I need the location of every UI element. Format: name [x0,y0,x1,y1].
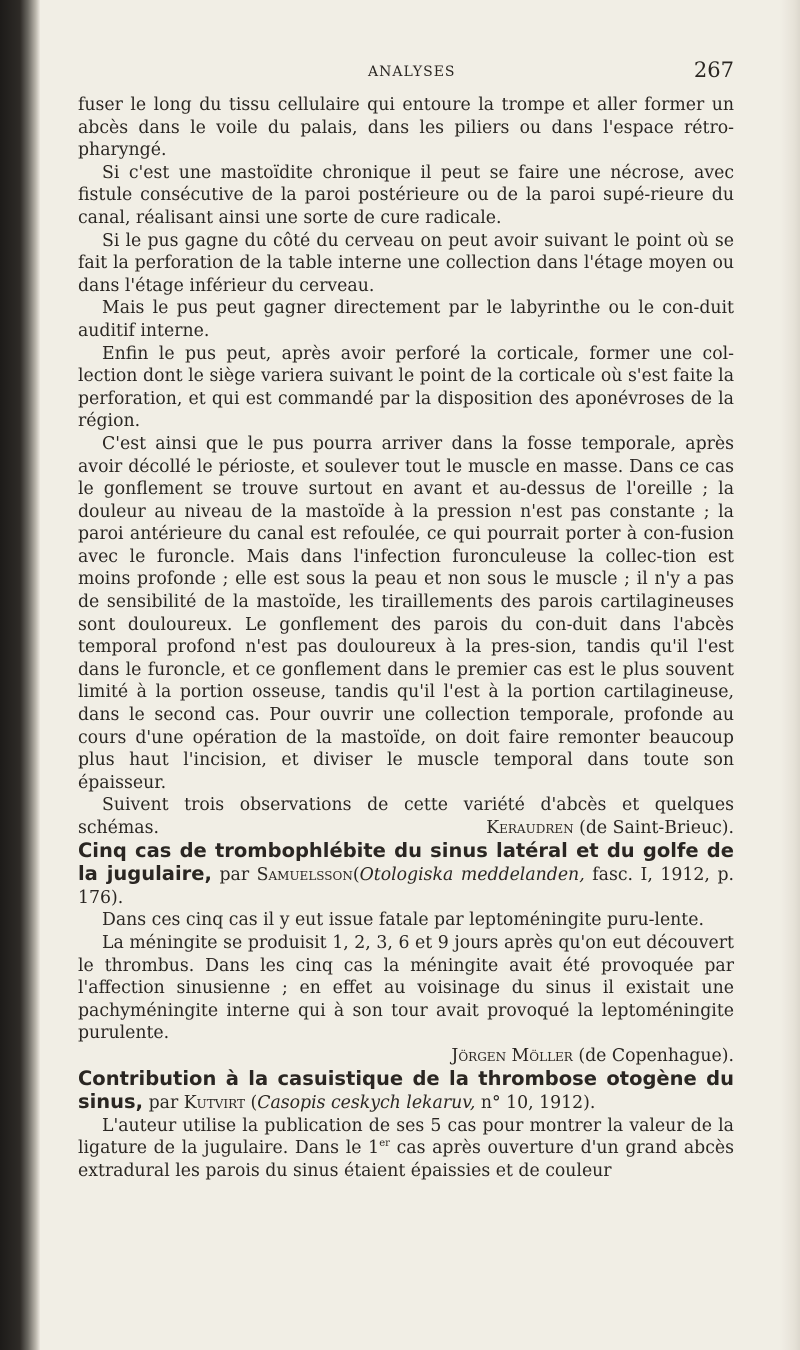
article-journal: Otologiska meddelanden, [359,865,585,886]
paragraph: La méningite se produisit 1, 2, 3, 6 et 9 jours après qu'on eut découvert le thrombus. Dans les cinq cas la méningite avait été provoquée par l'affection sinusienne ; en effet au voisinage du sinus il existait une pachyméningite interne qui à son tour avait provoqué la leptoméningite purulente. [78,932,734,1044]
paragraph [78,1115,734,1183]
article-author: Samuelsson [256,865,353,886]
open-paren: ( [352,865,360,886]
book-page [78,58,734,1183]
article-reference: fasc. I, 1912, p. 176). [78,865,734,908]
paragraph-text: L'auteur utilise la publication de ses 5 cas pour montrer la valeur de la ligature de la jugulaire. Dans le 1 [78,1115,734,1159]
signature-author: Jörgen Möller [451,1045,573,1066]
book-binding-shadow [0,0,40,1350]
paragraph: Mais le pus peut gagner directement par le labyrinthe ou le con-duit auditif interne. [78,298,734,341]
article-by: par [148,1093,179,1114]
paragraph: fuser le long du tissu cellulaire qui entoure la trompe et aller former un abcès dans le voile du palais, dans les piliers ou dans l'espace rétro-pharyngé. [78,95,734,161]
signature [486,817,734,840]
open-paren: ( [250,1093,258,1114]
article-reference: n° 10, 1912). [480,1093,596,1114]
running-title: ANALYSES [368,64,456,80]
article-author: Kutvirt [183,1093,245,1114]
superscript: er [379,1138,390,1150]
article-title: Cinq cas de trombophlébite du sinus latéral et du golfe de la jugulaire, [78,838,734,886]
running-head [78,58,734,94]
article-title: Contribution à la casuistique de la thrombose otogène du sinus, [78,1066,734,1114]
signature-place: (de Saint-Brieuc). [579,818,734,838]
page-edge [780,0,800,1350]
signature [78,1045,734,1068]
body-text [78,94,734,1183]
paragraph: Si c'est une mastoïdite chronique il peut se faire une nécrose, avec fistule consécutive de la paroi postérieure ou de la paroi supé-rieure du canal, réalisant ainsi une sorte de cure radicale. [78,162,734,228]
paragraph: Si le pus gagne du côté du cerveau on peut avoir suivant le point où se fait la perforation de la table interne une collection dans l'étage moyen ou dans l'étage inférieur du cerveau. [78,230,734,296]
paragraph-text: Suivent trois observations de cette variété d'abcès et quelques schémas. [78,795,734,838]
paragraph-with-signature [78,794,734,839]
paragraph: Dans ces cinq cas il y eut issue fatale par leptoméningite puru-lente. [102,910,704,931]
signature-place: (de Copenhague). [578,1045,734,1066]
page-number: 267 [693,58,734,82]
article-heading [78,1068,734,1115]
signature-author: Keraudren [486,818,574,838]
article-journal: Casopis ceskych lekaruv, [257,1093,476,1114]
paragraph-text: cas après ouverture d'un grand abcès extradural les parois du sinus étaient épaissies et de couleur [78,1138,734,1181]
article-heading [78,840,734,910]
paragraph: C'est ainsi que le pus pourra arriver dans la fosse temporale, après avoir décollé le périoste, et soulever tout le muscle en masse. Dans ce cas le gonflement se trouve surtout en avant et au-dessus de l'oreille ; la douleur au niveau de la mastoïde à la pression n'est pas constante ; la paroi antérieure du canal est refoulée, ce qui pourrait porter à con-fusion avec le furoncle. Mais dans l'infection furonculeuse la collec-tion est moins profonde ; elle est sous la peau et non sous le muscle ; il n'y a pas de sensibilité de la mastoïde, les tiraillements des parois cartilagineuses sont douloureux. Le gonflement des parois du con-duit dans l'abcès temporal profond n'est pas douloureux à la pres-sion, tandis qu'il l'est dans le furoncle, et ce gonflement dans le premier cas est le plus souvent limité à la portion osseuse, tandis qu'il l'est à la portion cartilagineuse, dans le second cas. Pour ouvrir une collection temporale, profonde au cours d'une opération de la mastoïde, on doit faire remonter beaucoup plus haut l'incision, et diviser le muscle temporal dans toute son épaisseur. [78,433,734,793]
article-by: par [219,865,250,886]
paragraph: Enfin le pus peut, après avoir perforé la corticale, former une col-lection dont le siège variera suivant le point de la corticale où s'est faite la perforation, et qui est commandé par la disposition des aponévroses de la région. [78,343,734,432]
